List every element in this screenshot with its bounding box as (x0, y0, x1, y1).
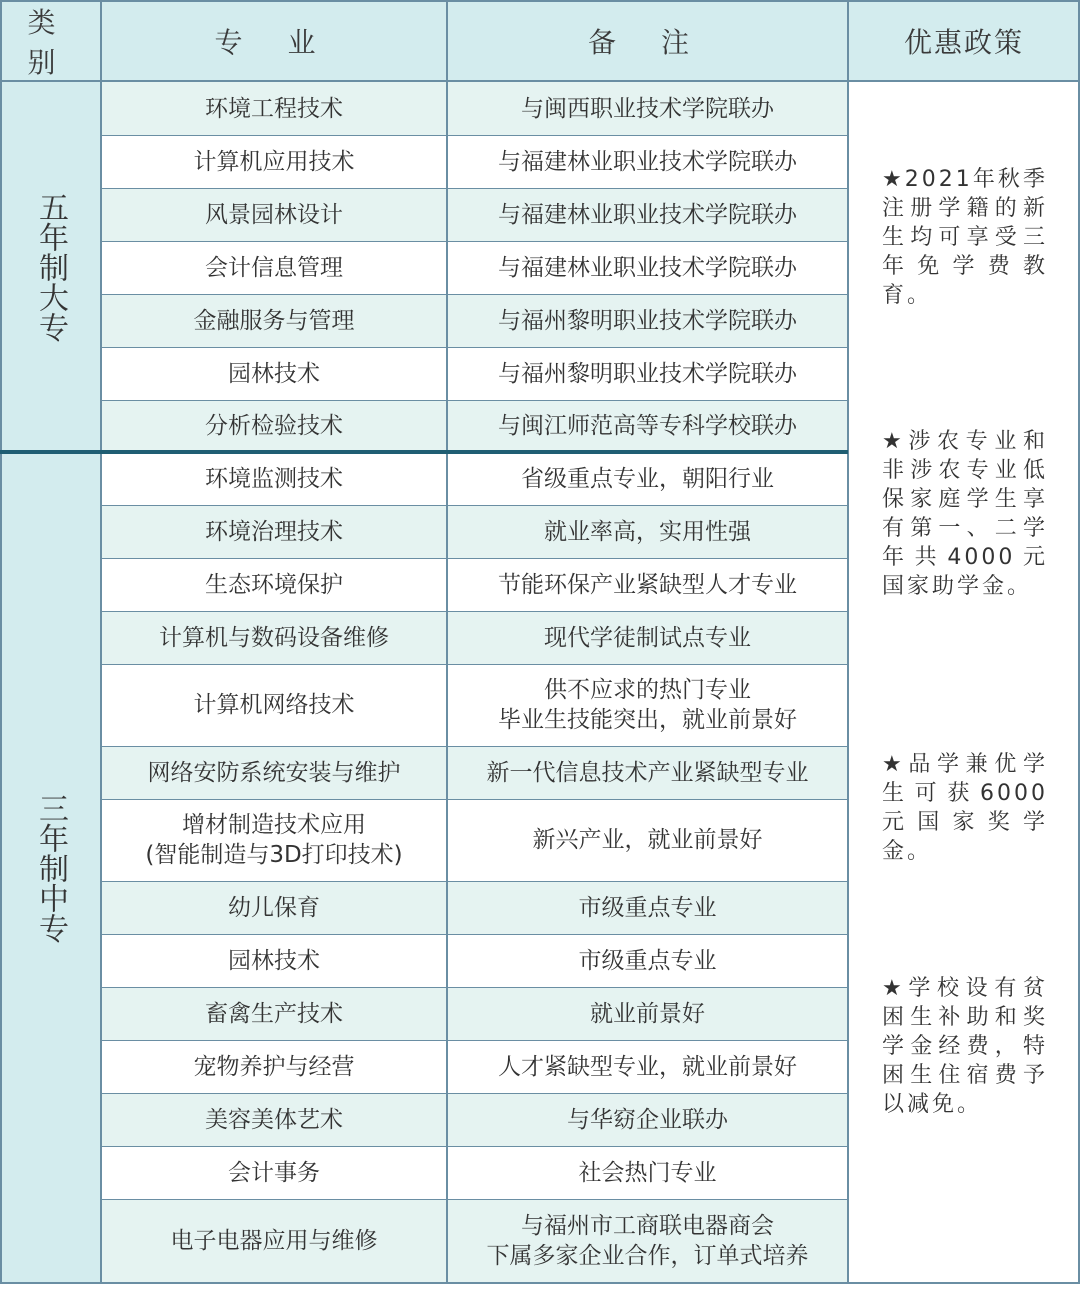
grid-line (101, 1146, 848, 1147)
note-cell: 就业率高，实用性强 (447, 505, 848, 558)
note-cell: 人才紧缺型专业，就业前景好 (498, 1053, 797, 1080)
major-cell: 增材制造技术应用 (智能制造与3D打印技术) (145, 812, 403, 868)
major-cell: 园林技术 (228, 947, 320, 974)
grid-line (101, 746, 848, 747)
grid-line (101, 987, 848, 988)
grid-line (101, 135, 848, 136)
note-cell: 市级重点专业 (578, 947, 717, 974)
note-cell: 与福建林业职业技术学院联办 (498, 254, 797, 281)
grid-line (0, 0, 2, 1284)
grid-line (101, 664, 848, 665)
policy-grant: ★涉农专业和非涉农专业低保家庭学生享有第一、二学年共4000元国家助学金。 (882, 429, 1048, 599)
note-cell: 与华窈企业联办 (447, 1093, 848, 1146)
major-cell: 计算机与数码设备维修 (101, 611, 447, 664)
grid-line (101, 881, 848, 882)
major-cell: 会计事务 (228, 1159, 320, 1186)
grid-line (101, 799, 848, 800)
major-cell: 计算机应用技术 (193, 148, 355, 175)
grid-line (101, 505, 848, 506)
grid-line (0, 1282, 1080, 1284)
note-cell: 与福州市工商联电器商会 下属多家企业合作，订单式培养 (447, 1199, 848, 1283)
note-cell: 与福建林业职业技术学院联办 (447, 188, 848, 241)
header-policy: 优惠政策 (848, 0, 1080, 82)
grid-line (446, 0, 448, 1284)
major-cell: 分析检验技术 (101, 400, 447, 452)
grid-line (101, 347, 848, 348)
major-cell: 生态环境保护 (205, 571, 343, 598)
policy-hardship-aid: ★学校设有贫困生补助和奖学金经费，特困生住宿费予以减免。 (882, 976, 1048, 1117)
major-cell: 美容美体艺术 (101, 1093, 447, 1146)
major-cell: 风景园林设计 (101, 188, 447, 241)
note-cell: 与福州黎明职业技术学院联办 (498, 360, 797, 387)
note-cell: 节能环保产业紧缺型人才专业 (498, 571, 797, 598)
note-cell: 市级重点专业 (447, 881, 848, 934)
grid-line (101, 1040, 848, 1041)
major-cell: 畜禽生产技术 (101, 987, 447, 1040)
major-cell: 会计信息管理 (205, 254, 343, 281)
grid-line (847, 0, 849, 1284)
major-cell: 网络安防系统安装与维护 (101, 746, 447, 799)
grid-line (101, 611, 848, 612)
major-cell: 园林技术 (228, 360, 320, 387)
major-cell: 幼儿保育 (101, 881, 447, 934)
major-cell: 环境治理技术 (101, 505, 447, 558)
grid-line (101, 400, 848, 401)
note-cell: 与福州黎明职业技术学院联办 (447, 294, 848, 347)
header-category: 类 别 (0, 0, 101, 82)
major-cell: 宠物养护与经营 (193, 1053, 355, 1080)
grid-line (101, 294, 848, 295)
policy-free-tuition: ★2021年秋季注册学籍的新生均可享受三年免学费教育。 (882, 167, 1048, 308)
note-cell: 社会热门专业 (578, 1159, 717, 1186)
grid-line (0, 80, 1080, 82)
policy-scholarship: ★品学兼优学生可获6000元国家奖学金。 (882, 752, 1048, 864)
grid-line (0, 0, 1080, 2)
grid-line (101, 934, 848, 935)
category-three-year: 三年制中专 (0, 452, 101, 1283)
note-cell: 与闽江师范高等专科学校联办 (447, 400, 848, 452)
major-cell: 计算机网络技术 (193, 692, 355, 718)
note-cell: 就业前景好 (447, 987, 848, 1040)
note-cell: 省级重点专业，朝阳行业 (521, 465, 774, 492)
note-cell: 供不应求的热门专业 毕业生技能突出，就业前景好 (498, 677, 797, 733)
note-cell: 与福建林业职业技术学院联办 (498, 148, 797, 175)
note-cell: 与闽西职业技术学院联办 (447, 82, 848, 135)
category-five-year: 五年制大专 (0, 82, 101, 452)
major-cell: 电子电器应用与维修 (101, 1199, 447, 1283)
header-major: 专 业 (101, 0, 447, 82)
note-cell: 新兴产业，就业前景好 (532, 827, 763, 853)
major-cell: 环境监测技术 (205, 465, 343, 492)
note-cell: 新一代信息技术产业紧缺型专业 (447, 746, 848, 799)
grid-line (101, 241, 848, 242)
group-divider (0, 450, 848, 454)
grid-line (101, 1093, 848, 1094)
grid-line (101, 558, 848, 559)
header-note: 备 注 (447, 0, 848, 82)
major-cell: 环境工程技术 (101, 82, 447, 135)
grid-line (100, 0, 102, 1284)
grid-line (101, 1199, 848, 1200)
note-cell: 现代学徒制试点专业 (447, 611, 848, 664)
major-cell: 金融服务与管理 (101, 294, 447, 347)
grid-line (101, 188, 848, 189)
